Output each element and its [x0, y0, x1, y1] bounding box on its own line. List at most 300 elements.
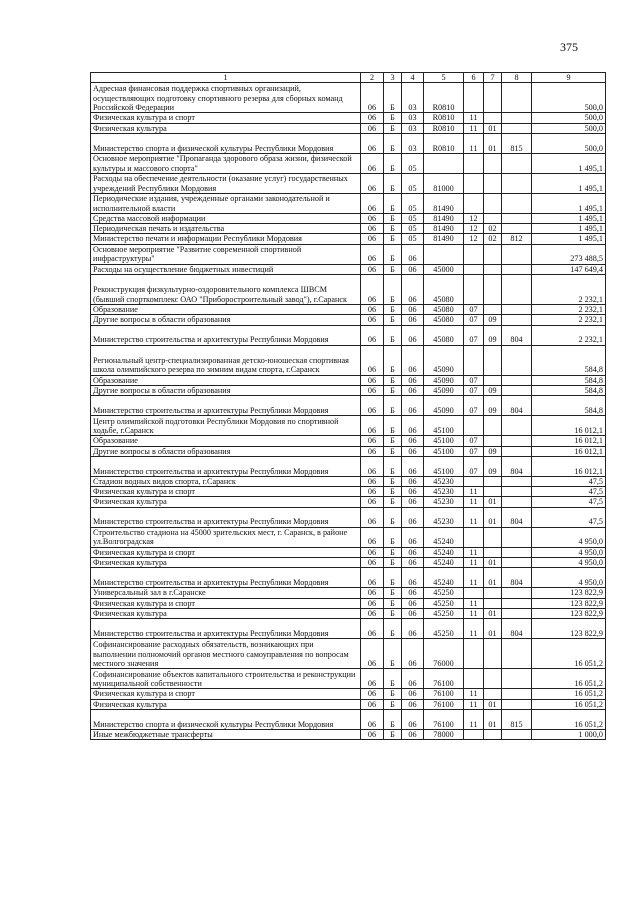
row-name: Иные межбюджетные трансферты [91, 729, 361, 739]
cell-code-7: 09 [484, 385, 502, 395]
cell-amount: 2 232,1 [532, 305, 606, 315]
cell-code-4: 06 [402, 244, 424, 264]
cell-amount: 16 012,1 [532, 456, 606, 476]
table-row [91, 83, 606, 113]
cell-code-7: 09 [484, 446, 502, 456]
cell-code-5: 45100 [424, 416, 464, 436]
row-name: Министерство спорта и физической культуры Республики Мордовия [91, 133, 361, 153]
cell-code-6: 11 [464, 699, 484, 709]
cell-code-8 [502, 224, 532, 234]
cell-code-7: 02 [484, 224, 502, 234]
cell-code-2: 06 [361, 83, 384, 113]
cell-code-2: 06 [361, 173, 384, 193]
cell-code-8 [502, 83, 532, 113]
cell-code-3: Б [384, 375, 402, 385]
cell-code-2: 06 [361, 193, 384, 213]
cell-code-6: 07 [464, 305, 484, 315]
cell-code-5: 45080 [424, 325, 464, 345]
cell-code-8 [502, 527, 532, 547]
cell-code-3: Б [384, 315, 402, 325]
cell-code-5: 45100 [424, 446, 464, 456]
table-row [91, 497, 606, 507]
cell-code-4: 06 [402, 345, 424, 375]
cell-code-6: 11 [464, 123, 484, 133]
cell-code-7: 09 [484, 456, 502, 476]
cell-code-7 [484, 476, 502, 486]
cell-amount: 123 822,9 [532, 588, 606, 598]
table-row [91, 608, 606, 618]
cell-code-3: Б [384, 689, 402, 699]
cell-code-5: 45230 [424, 487, 464, 497]
table-row [91, 507, 606, 527]
cell-code-3: Б [384, 497, 402, 507]
cell-code-3: Б [384, 264, 402, 274]
cell-code-6 [464, 669, 484, 689]
cell-code-4: 06 [402, 497, 424, 507]
row-name: Средства массовой информации [91, 213, 361, 223]
cell-amount: 584,8 [532, 385, 606, 395]
cell-code-6 [464, 729, 484, 739]
column-header: 9 [532, 73, 606, 83]
cell-code-2: 06 [361, 264, 384, 274]
cell-amount: 47,5 [532, 476, 606, 486]
cell-code-7: 01 [484, 497, 502, 507]
cell-code-8 [502, 375, 532, 385]
column-header: 5 [424, 73, 464, 83]
cell-code-6 [464, 345, 484, 375]
cell-code-3: Б [384, 396, 402, 416]
cell-code-7: 01 [484, 558, 502, 568]
cell-code-3: Б [384, 385, 402, 395]
cell-amount: 16 051,2 [532, 669, 606, 689]
cell-code-7 [484, 669, 502, 689]
row-name: Периодическая печать и издательства [91, 224, 361, 234]
cell-code-4: 06 [402, 456, 424, 476]
cell-code-6 [464, 639, 484, 669]
cell-code-2: 06 [361, 527, 384, 547]
cell-amount: 2 232,1 [532, 325, 606, 345]
cell-code-3: Б [384, 234, 402, 244]
cell-code-7 [484, 527, 502, 547]
table-row [91, 213, 606, 223]
cell-code-6: 11 [464, 547, 484, 557]
cell-code-2: 06 [361, 476, 384, 486]
row-name: Другие вопросы в области образования [91, 446, 361, 456]
cell-code-7: 09 [484, 325, 502, 345]
column-header: 7 [484, 73, 502, 83]
cell-code-5 [424, 244, 464, 264]
cell-code-5: 76100 [424, 699, 464, 709]
cell-code-8 [502, 669, 532, 689]
cell-code-4: 06 [402, 385, 424, 395]
cell-code-3: Б [384, 476, 402, 486]
table-row [91, 598, 606, 608]
cell-code-2: 06 [361, 436, 384, 446]
row-name: Адресная финансовая поддержка спортивных организаций, осуществляющих подготовку спортивного резерва для сборных команд Российской Федерации [91, 83, 361, 113]
cell-code-6: 07 [464, 375, 484, 385]
row-name: Министерство строительства и архитектуры Республики Мордовия [91, 619, 361, 639]
cell-code-8 [502, 497, 532, 507]
cell-code-6 [464, 476, 484, 486]
cell-code-4: 05 [402, 213, 424, 223]
cell-code-4: 03 [402, 113, 424, 123]
cell-code-3: Б [384, 547, 402, 557]
cell-code-7 [484, 173, 502, 193]
row-name: Другие вопросы в области образования [91, 385, 361, 395]
row-name: Физическая культура и спорт [91, 598, 361, 608]
cell-amount: 123 822,9 [532, 598, 606, 608]
cell-code-3: Б [384, 213, 402, 223]
table-row [91, 123, 606, 133]
cell-code-8: 804 [502, 619, 532, 639]
cell-code-2: 06 [361, 669, 384, 689]
table-row [91, 446, 606, 456]
cell-code-3: Б [384, 153, 402, 173]
cell-code-8 [502, 264, 532, 274]
cell-code-4: 06 [402, 619, 424, 639]
cell-code-5: 45250 [424, 619, 464, 639]
row-name: Министерство печати и информации Республики Мордовия [91, 234, 361, 244]
cell-code-7: 01 [484, 123, 502, 133]
cell-code-3: Б [384, 244, 402, 264]
cell-amount: 584,8 [532, 375, 606, 385]
cell-code-6: 11 [464, 619, 484, 639]
cell-code-2: 06 [361, 729, 384, 739]
cell-code-8: 804 [502, 568, 532, 588]
cell-code-6: 11 [464, 709, 484, 729]
row-name: Министерство строительства и архитектуры Республики Мордовия [91, 396, 361, 416]
cell-code-7 [484, 639, 502, 669]
table-row [91, 729, 606, 739]
cell-code-4: 06 [402, 689, 424, 699]
cell-code-8 [502, 416, 532, 436]
cell-code-3: Б [384, 83, 402, 113]
cell-code-2: 06 [361, 224, 384, 234]
cell-amount: 16 051,2 [532, 709, 606, 729]
row-name: Образование [91, 436, 361, 446]
cell-code-4: 06 [402, 729, 424, 739]
cell-code-7 [484, 547, 502, 557]
table-row [91, 234, 606, 244]
cell-code-6: 07 [464, 446, 484, 456]
table-row [91, 476, 606, 486]
table-row [91, 547, 606, 557]
table-row [91, 699, 606, 709]
cell-code-7 [484, 275, 502, 305]
cell-code-6: 12 [464, 224, 484, 234]
cell-code-3: Б [384, 639, 402, 669]
cell-code-6: 11 [464, 598, 484, 608]
cell-code-3: Б [384, 699, 402, 709]
cell-code-2: 06 [361, 598, 384, 608]
table-row [91, 558, 606, 568]
cell-code-2: 06 [361, 588, 384, 598]
column-header: 8 [502, 73, 532, 83]
cell-code-5: 81490 [424, 234, 464, 244]
cell-code-7 [484, 416, 502, 436]
cell-amount: 2 232,1 [532, 275, 606, 305]
column-header: 6 [464, 73, 484, 83]
cell-code-2: 06 [361, 305, 384, 315]
cell-amount: 47,5 [532, 507, 606, 527]
cell-amount: 16 012,1 [532, 436, 606, 446]
cell-code-7 [484, 83, 502, 113]
cell-code-8 [502, 385, 532, 395]
cell-amount: 500,0 [532, 83, 606, 113]
cell-code-7: 01 [484, 133, 502, 153]
cell-code-7: 09 [484, 396, 502, 416]
cell-code-8: 812 [502, 234, 532, 244]
row-name: Стадион водных видов спорта, г.Саранск [91, 476, 361, 486]
cell-code-8 [502, 173, 532, 193]
cell-code-2: 06 [361, 619, 384, 639]
cell-code-3: Б [384, 558, 402, 568]
cell-code-2: 06 [361, 315, 384, 325]
cell-code-3: Б [384, 669, 402, 689]
cell-code-8 [502, 123, 532, 133]
row-name: Универсальный зал в г.Саранске [91, 588, 361, 598]
cell-code-2: 06 [361, 385, 384, 395]
cell-code-2: 06 [361, 456, 384, 476]
cell-code-5: 45100 [424, 436, 464, 446]
cell-code-8 [502, 608, 532, 618]
row-name: Министерство строительства и архитектуры Республики Мордовия [91, 568, 361, 588]
cell-code-2: 06 [361, 375, 384, 385]
column-header: 1 [91, 73, 361, 83]
cell-code-8 [502, 487, 532, 497]
cell-code-4: 06 [402, 588, 424, 598]
cell-code-8: 804 [502, 456, 532, 476]
table-row [91, 113, 606, 123]
column-header: 4 [402, 73, 424, 83]
cell-code-6: 11 [464, 689, 484, 699]
cell-code-7 [484, 193, 502, 213]
table-row [91, 375, 606, 385]
cell-code-3: Б [384, 446, 402, 456]
cell-code-8 [502, 598, 532, 608]
table-row [91, 193, 606, 213]
cell-code-5: 76100 [424, 709, 464, 729]
row-name: Министерство строительства и архитектуры Республики Мордовия [91, 456, 361, 476]
cell-code-5: 45250 [424, 608, 464, 618]
cell-code-8 [502, 113, 532, 123]
cell-code-8 [502, 244, 532, 264]
cell-code-3: Б [384, 598, 402, 608]
cell-code-7 [484, 487, 502, 497]
cell-code-5: 76100 [424, 689, 464, 699]
cell-code-8 [502, 305, 532, 315]
row-name: Физическая культура и спорт [91, 113, 361, 123]
cell-code-5: 45230 [424, 497, 464, 507]
cell-amount: 1 495,1 [532, 213, 606, 223]
row-name: Министерство строительства и архитектуры Республики Мордовия [91, 325, 361, 345]
cell-code-4: 03 [402, 123, 424, 133]
cell-code-2: 06 [361, 345, 384, 375]
cell-amount: 4 950,0 [532, 527, 606, 547]
cell-code-4: 06 [402, 476, 424, 486]
row-name: Физическая культура [91, 608, 361, 618]
cell-code-6: 11 [464, 113, 484, 123]
row-name: Периодические издания, учрежденные органами законодательной и исполнительной власти [91, 193, 361, 213]
budget-table [90, 72, 606, 740]
cell-code-2: 06 [361, 123, 384, 133]
cell-code-2: 06 [361, 558, 384, 568]
cell-code-6: 11 [464, 568, 484, 588]
cell-amount: 123 822,9 [532, 619, 606, 639]
cell-amount: 1 495,1 [532, 224, 606, 234]
cell-code-7 [484, 305, 502, 315]
row-name: Софинансирование объектов капитального строительства и реконструкции муниципальной собственности [91, 669, 361, 689]
cell-amount: 4 950,0 [532, 568, 606, 588]
cell-code-5: 45240 [424, 527, 464, 547]
cell-code-8 [502, 213, 532, 223]
cell-code-6 [464, 416, 484, 436]
cell-code-7: 02 [484, 234, 502, 244]
cell-code-3: Б [384, 133, 402, 153]
table-row [91, 315, 606, 325]
cell-code-6: 11 [464, 608, 484, 618]
cell-code-5: 45090 [424, 375, 464, 385]
cell-code-4: 06 [402, 396, 424, 416]
cell-code-5: R0810 [424, 83, 464, 113]
cell-code-6: 12 [464, 234, 484, 244]
cell-code-4: 06 [402, 568, 424, 588]
row-name: Региональный центр-специализированная детско-юношеская спортивная школа олимпийского резерва по зимним видам спорта, г.Саранск [91, 345, 361, 375]
cell-code-5: 45230 [424, 507, 464, 527]
row-name: Строительство стадиона на 45000 зрительских мест, г. Саранск, в районе ул.Волгоградская [91, 527, 361, 547]
cell-code-4: 06 [402, 547, 424, 557]
cell-amount: 4 950,0 [532, 547, 606, 557]
cell-code-5: R0810 [424, 113, 464, 123]
cell-amount: 584,8 [532, 396, 606, 416]
cell-code-5: 45240 [424, 547, 464, 557]
cell-code-7 [484, 113, 502, 123]
cell-code-5: 45100 [424, 456, 464, 476]
cell-code-2: 06 [361, 568, 384, 588]
cell-amount: 500,0 [532, 123, 606, 133]
cell-code-2: 06 [361, 396, 384, 416]
cell-code-4: 06 [402, 699, 424, 709]
cell-code-7 [484, 588, 502, 598]
cell-code-2: 06 [361, 446, 384, 456]
cell-code-7 [484, 375, 502, 385]
cell-code-2: 06 [361, 275, 384, 305]
cell-amount: 500,0 [532, 113, 606, 123]
cell-code-8: 804 [502, 396, 532, 416]
cell-code-8 [502, 639, 532, 669]
cell-code-8 [502, 547, 532, 557]
cell-code-5: 45250 [424, 598, 464, 608]
cell-code-2: 06 [361, 325, 384, 345]
cell-code-2: 06 [361, 699, 384, 709]
cell-code-7: 01 [484, 568, 502, 588]
cell-code-4: 06 [402, 436, 424, 446]
cell-amount: 16 051,2 [532, 689, 606, 699]
cell-code-5: 45080 [424, 305, 464, 315]
cell-code-6 [464, 244, 484, 264]
cell-code-4: 06 [402, 507, 424, 527]
cell-code-7: 01 [484, 709, 502, 729]
cell-code-2: 06 [361, 547, 384, 557]
row-name: Физическая культура [91, 497, 361, 507]
cell-code-4: 06 [402, 639, 424, 669]
cell-code-6 [464, 83, 484, 113]
cell-code-7: 01 [484, 507, 502, 527]
cell-code-7 [484, 153, 502, 173]
table-row [91, 396, 606, 416]
cell-code-4: 06 [402, 527, 424, 547]
cell-code-3: Б [384, 568, 402, 588]
cell-code-5: 81490 [424, 213, 464, 223]
cell-code-6 [464, 153, 484, 173]
page-number: 375 [560, 40, 578, 54]
row-name: Физическая культура и спорт [91, 689, 361, 699]
row-name: Физическая культура [91, 699, 361, 709]
cell-code-2: 06 [361, 234, 384, 244]
cell-code-6 [464, 588, 484, 598]
row-name: Физическая культура и спорт [91, 487, 361, 497]
cell-code-8 [502, 275, 532, 305]
row-name: Министерство спорта и физической культуры Республики Мордовия [91, 709, 361, 729]
cell-amount: 1 495,1 [532, 153, 606, 173]
cell-code-7: 01 [484, 619, 502, 639]
cell-amount: 16 012,1 [532, 416, 606, 436]
cell-code-5: 76000 [424, 639, 464, 669]
cell-code-2: 06 [361, 639, 384, 669]
cell-code-6: 12 [464, 213, 484, 223]
cell-amount: 1 495,1 [532, 234, 606, 244]
row-name: Другие вопросы в области образования [91, 315, 361, 325]
cell-code-7: 01 [484, 699, 502, 709]
cell-code-6: 07 [464, 325, 484, 345]
cell-amount: 1 000,0 [532, 729, 606, 739]
table-row [91, 345, 606, 375]
cell-code-3: Б [384, 588, 402, 598]
row-name: Центр олимпийской подготовки Республики Мордовия по спортивной ходьбе, г.Саранск [91, 416, 361, 436]
cell-amount: 2 232,1 [532, 315, 606, 325]
cell-code-6 [464, 527, 484, 547]
cell-code-5 [424, 153, 464, 173]
cell-code-2: 06 [361, 497, 384, 507]
cell-code-2: 06 [361, 416, 384, 436]
cell-code-5: R0810 [424, 133, 464, 153]
table-row [91, 436, 606, 446]
cell-code-8 [502, 689, 532, 699]
cell-code-7: 01 [484, 608, 502, 618]
cell-code-8 [502, 558, 532, 568]
cell-code-6: 07 [464, 396, 484, 416]
table-row [91, 619, 606, 639]
table-row [91, 416, 606, 436]
cell-code-4: 05 [402, 173, 424, 193]
cell-amount: 4 950,0 [532, 558, 606, 568]
row-name: Образование [91, 375, 361, 385]
cell-code-6: 11 [464, 558, 484, 568]
cell-code-6: 11 [464, 497, 484, 507]
row-name: Софинансирование расходных обязательств, возникающих при выполнении полномочий органов местного самоуправления по вопросам местного значения [91, 639, 361, 669]
cell-amount: 16 051,2 [532, 699, 606, 709]
cell-code-3: Б [384, 345, 402, 375]
table-header-row [91, 73, 606, 83]
cell-code-6: 11 [464, 487, 484, 497]
cell-code-8 [502, 446, 532, 456]
cell-code-5: 81490 [424, 193, 464, 213]
cell-code-3: Б [384, 416, 402, 436]
table-row [91, 275, 606, 305]
cell-code-3: Б [384, 527, 402, 547]
cell-code-2: 06 [361, 689, 384, 699]
cell-code-4: 06 [402, 446, 424, 456]
